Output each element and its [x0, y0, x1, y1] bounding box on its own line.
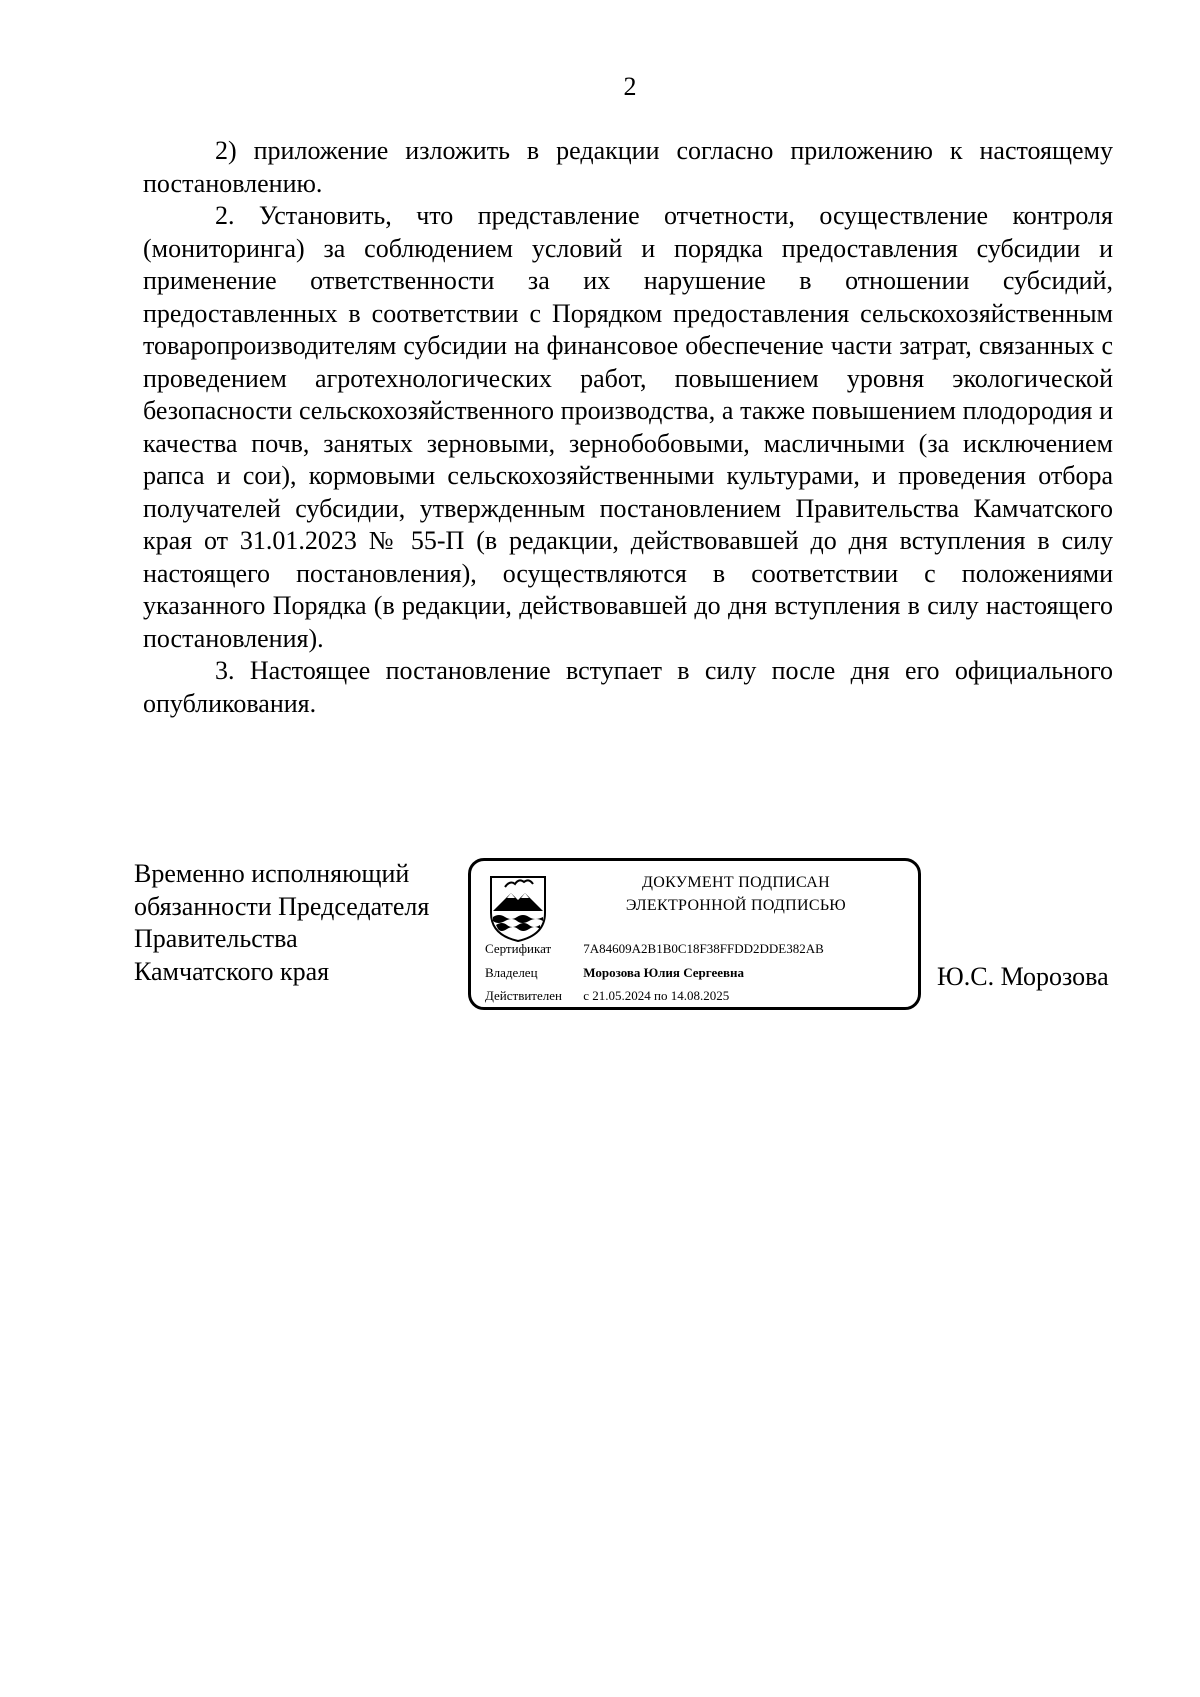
validity-row — [485, 988, 729, 1004]
electronic-signature-stamp — [468, 858, 921, 1010]
owner-value: Морозова Юлия Сергеевна — [583, 965, 745, 980]
owner-label: Владелец — [485, 965, 538, 980]
paragraph-item-2: 2) приложение изложить в редакции согласно приложению к настоящему постановлению. — [143, 136, 1113, 198]
certificate-row — [485, 941, 824, 957]
signer-name: Ю.С. Морозова — [937, 962, 1109, 991]
kamchatka-coat-of-arms-icon — [487, 873, 549, 943]
paragraph-clause-3: 3. Настоящее постановление вступает в силу после дня его официального опубликования. — [143, 656, 1113, 718]
signer-position-line: Камчатского края — [134, 956, 330, 986]
paragraph-clause-2: 2. Установить, что представление отчетности, осуществление контроля (мониторинга) за соблюдением условий и порядка предоставления субсидии и применение ответственности за их нарушение в отношении субсидий, предоставленных в соответствии с Порядком предоставления сельскохозяйственным товаропроизводителям субсидии на финансовое обеспечение части затрат, связанных с проведением агротехнологических работ, повышением уровня экологической безопасности сельскохозяйственного производства, а также повышением плодородия и качества почв, занятых зерновыми, зернобобовыми, масличными (за исключением рапса и сои), кормовыми сельскохозяйственными культурами, и проведения отбора получателей субсидии, утвержденным постановлением Правительства Камчатского края от 31.01.2023 № 55-П (в редакции, действовавшей до дня вступления в силу настоящего постановления), осуществляются в соответствии с положениями указанного Порядка (в редакции, действовавшей до дня вступления в силу настоящего постановления). — [143, 201, 1113, 653]
validity-value: с 21.05.2024 по 14.08.2025 — [583, 988, 730, 1003]
validity-label: Действителен — [485, 988, 562, 1003]
stamp-heading-line: ЭЛЕКТРОННОЙ ПОДПИСЬЮ — [625, 897, 847, 914]
owner-row — [485, 965, 744, 981]
signer-position-line: обязанности Председателя — [134, 891, 430, 921]
document-body — [143, 135, 1113, 720]
signer-position-line: Временно исполняющий — [134, 859, 410, 888]
certificate-value: 7A84609A2B1B0C18F38FFDD2DDE382AB — [583, 941, 824, 956]
page-number: 2 — [623, 72, 637, 101]
signer-position — [134, 858, 429, 988]
certificate-label: Сертификат — [485, 941, 552, 956]
signer-position-line: Правительства — [134, 924, 298, 953]
stamp-heading — [571, 871, 901, 917]
stamp-heading-line: ДОКУМЕНТ ПОДПИСАН — [642, 874, 830, 891]
